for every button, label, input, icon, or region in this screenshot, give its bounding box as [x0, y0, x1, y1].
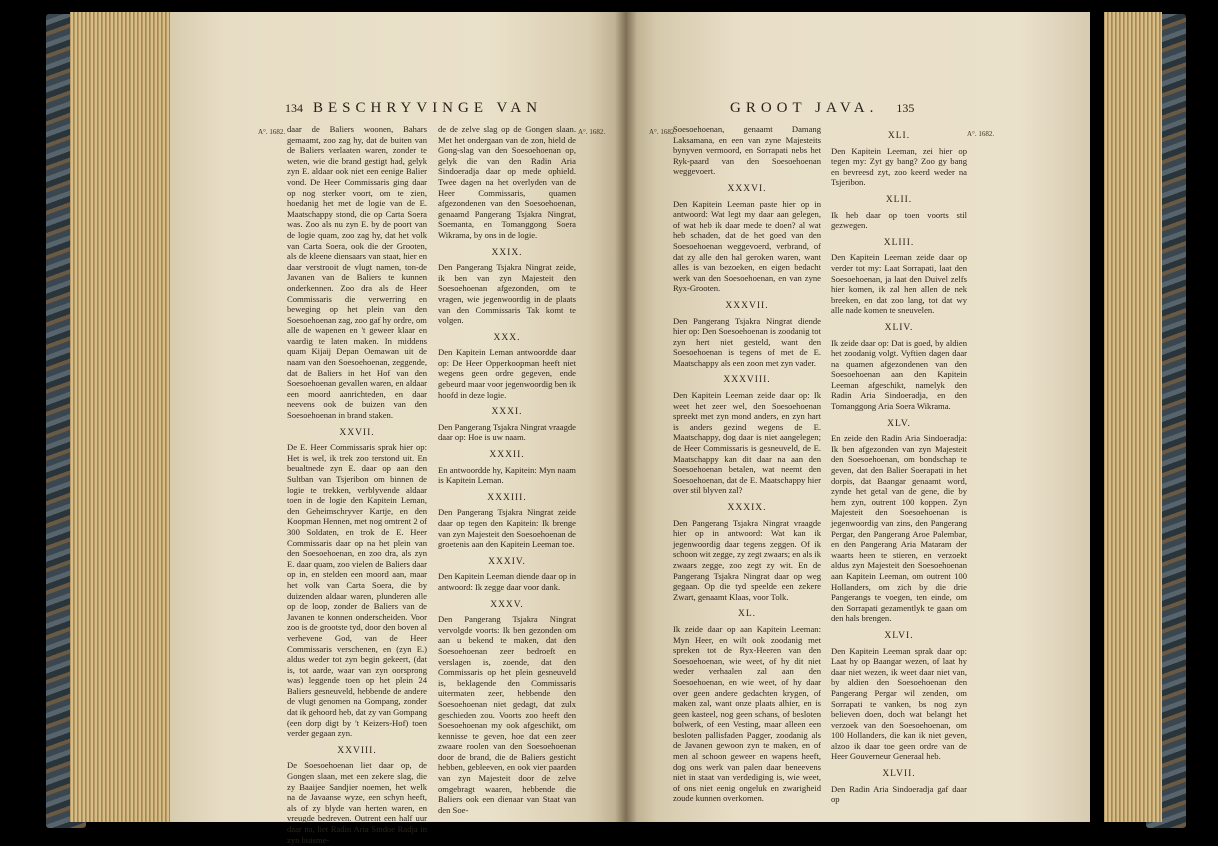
section-number: XXXI. [491, 407, 523, 418]
section-number: XXXIX. [727, 503, 767, 513]
paragraph: Den Kapitein Leeman diende daar op in antwoord: Ik zegge daar voor dank. [438, 571, 576, 592]
section-number: XL. [737, 609, 757, 620]
left-margin-year-right: A°. 1682. [578, 128, 606, 136]
paragraph: Den Radin Aria Sindoeradja gaf daar op [831, 783, 967, 805]
section-number: XXXII. [489, 450, 525, 461]
section-number: XXXVI. [727, 183, 767, 194]
page-edges-right [1104, 12, 1162, 822]
paragraph: Den Pangerang Tsjakra Ningrat zeide, ik ben van zyn Majesteit den Soesoehoenan afgezonden, om te vragen, wie jegenwoordig in de plaats van den Commissaris Tak komt te volgen. [438, 262, 576, 326]
left-page-header [285, 100, 542, 117]
right-margin-year: A°. 1682. [967, 130, 995, 138]
right-page [625, 12, 1090, 822]
section-number: XLIV. [884, 322, 914, 333]
paragraph: Den Pangerang Tsjakra Ningrat vraagde daar op: Hoe is uw naam. [438, 421, 576, 443]
right-page-header [730, 100, 914, 117]
section-number: XLIII. [883, 237, 915, 248]
right-page-column-1 [673, 124, 821, 804]
paragraph: Soesoehoenan, genaamt Damang Laksamana, en een van zyne Majesteits bynyven vermoord, en Sorrapati nebs het Ryk-paard van den Soesoehoenan weggevoert. [673, 124, 821, 177]
section-number: XXXIII. [487, 492, 527, 503]
section-number: XXVIII. [337, 745, 377, 756]
paragraph: Den Kapitein Leeman sprak daar op: Laat hy op Baangar wezen, of laat hy daar niet wezen, ik weet daar niet van, by aldien den Soesoehoenan den Pangerang Pergar wil zenden, om Sorrapati te vanken, bs nog zyn believen doen, doch wat belangt het verzoek van den Soesoehoenan, om 100 Hollanders, die kan ik niet geven, alzoo ik daar toe geen ordre van de Heer Gouverneur Generaal heb. [831, 645, 967, 762]
section-number: XLVI. [884, 630, 914, 641]
section-number: XXX. [493, 332, 521, 343]
paragraph: De Soesoehoenan liet daar op, de Gongen slaan, met een zekere slag, die zy Baaijee Sandjier noemen, het welk na de Javaanse wyze, een schyn heeft, als of zy blyde van herten waren, en vreugde bedreven. Outrent een half uur daar na, liet Radin Aria Sindoe Radja in zyn buisme- [287, 760, 427, 845]
section-number: XLV. [887, 418, 911, 429]
right-page-column-2 [831, 124, 967, 805]
left-page-column-2 [438, 124, 576, 815]
section-number: XXXVIII. [723, 375, 771, 386]
page-edges-left [70, 12, 175, 822]
paragraph: daar de Baliers woonen, Bahars gemaamt, zoo zag hy, dat de buiten van de Baliers verlaaten waren, zonder te weten, wie die brand gestigt had, gelyk zyn E. aldaar ook niet een eenige Balier vond. De Heer Commissaris ging daar op nog sterker voort, om te zien, hoedanig het met de logie van de E. Maatschappy stond, die op Carta Soera was. Zoo als nu zyn E. by de poort van de logie quam, zoo zag hy, dat het volk van Carta Soera, ook die der Grooten, als de kleene diensaars van staat, hier en daar verstrooit de vlugt namen, ton-de Javanen van de Baliers te kunnen onderkennen. Zoo dra als de Heer Commissaris die verwerring en beweging op het plein van den Soesoehoenan zag, zoo gaf hy ordre, om alle de wapenen en 't geweer klaar en vaardig te laten maken. In middens quam Kijaij Depan Oemawan uit de naam van den Soesoehoenan, zeggende, dat de Baliers in het Hof van den Soesoehoenan gevallen waren, en aldaar een moord aanrichteden, en daar neevens ook de buizen van den Soesoehoenan in brand staken. [287, 124, 427, 421]
right-margin-year-left: A°. 1682. [649, 128, 677, 136]
paragraph: Ik zeide daar op: Dat is goed, by aldien het zoodanig volgt. Vyftien dagen daar na quamen afgezondenen van den Soesoehoenan aan den Kapitein Leeman afgeschikt, namelyk den Radin Aria Sindoeradja, en den Tomanggong Aria Soera Wikrama. [831, 337, 967, 412]
section-number: XLII. [885, 194, 913, 205]
left-running-head: BESCHRYVINGE VAN [313, 100, 543, 116]
left-page-number: 134 [285, 101, 303, 115]
open-book [40, 8, 1190, 845]
paragraph: Den Kapitein Leeman paste hier op in antwoord: Wat legt my daar aan gelegen, of wat heb ik daar mede te doen? al wat heb schaden, dat de het goed van den Soesoehoenan weggevoerd, verbrand, of dat zy alle den hal geroken waren, want alles is van bezoeken, en eigen bedacht werk van den Soesoehoenan, en van zyne Ryx-Grooten. [673, 198, 821, 294]
paragraph: En zeide den Radin Aria Sindoeradja: Ik ben afgezonden van zyn Majesteit den Soesoehoenan, om bondschap te geven, dat den Balier Soerapati in het dorpis, dat Baangar genaamt word, zynde het getal van de gene, die by hem zyn, outrent 100 koppen. Zyn Majesteit den Soesoehoenan is jegenwoordig van zins, den Pangerang Pergar, den Pangerang Aroe Palembar, en den Pangerang Aria Mataram der waarts heen te stieren, en verzoekt aldus zyn Majesteit den Soesoehoenan aan Kapitein Leeman, om outrent 100 Hollanders, om zich by die drie Pangerangs te voegen, ten einde, om den Sorrapati gezamentlyk te gaan om den hals brengen. [831, 433, 967, 624]
section-number: XXVII. [339, 427, 375, 438]
right-running-head: GROOT JAVA. [730, 100, 879, 116]
left-page-column-1 [287, 124, 427, 845]
section-number: XXXIV. [488, 556, 526, 567]
book-gutter [615, 12, 637, 822]
paragraph: Den Pangerang Tsjakra Ningrat vraagde hier op in antwoord: Wat kan ik jegenwoordig daar tegens zeggen. Of ik schoon wit zegge, zy zegt zwaars; en als ik zwaars zegge, zoo zegt zy wit. En de Pangerang Tsjakra Ningrat daar op weg gegaan. Op die tyd speelde een zekere Zwart, genaamt Klaas, voor Tolk. [673, 517, 821, 602]
right-page-number: 135 [896, 101, 915, 115]
left-page [170, 12, 625, 845]
paragraph: Den Pangerang Tsjakra Ningrat diende hier op: Den Soesoehoenan is zoodanig tot zyn hert niet gesteld, want den Soesoehoenan is tegens of met de E. Maatschappy als een zoon met zyn vader. [673, 315, 821, 368]
paragraph: En antwoordde hy, Kapitein: Myn naam is Kapitein Leman. [438, 464, 576, 486]
paragraph: Den Kapitein Leeman, zei hier op tegen my: Zyt gy bang? Zoo gy bang en bevreesd zyt, zoo keerd weder na Tsjeribon. [831, 145, 967, 188]
paragraph: Den Kapitein Leeman zeide daar op verder tot my: Laat Sorrapati, laat den Soesoehoenan, ja laat den Duivel zelfs hier komen, ik zal hen allen de nek breeken, en dat zoo lang, tot dat wy alle nade komen te sneuvelen. [831, 252, 967, 316]
section-number: XXXV. [490, 599, 524, 610]
section-number: XLVII. [882, 769, 916, 780]
paragraph: de de zelve slag op de Gongen slaan. Met het ondergaan van de zon, hield de Gong-slag van den Soesoehoenan op, gelyk die van den Radin Aria Sindoeradja daar op mede ophield. Twee dagen na het overlyden van de Heer Commissaris, quamen afgezondenen van den Soesoehoenan, genaamd Pangerang Tsjakra Ningrat, Soemanta, en Tomanggong Soera Wikrama, by ons in de logie. [438, 124, 576, 240]
left-margin-year: A°. 1682. [258, 128, 286, 136]
section-number: XLI. [887, 131, 911, 141]
paragraph: Den Pangerang Tsjakra Ningrat zeide daar op tegen den Kapitein: Ik brenge van zyn Majesteit den Soesoehoenan de groetenis aan den Kapitein Leeman toe. [438, 507, 576, 550]
section-number: XXXVII. [725, 300, 769, 311]
paragraph: Den Pangerang Tsjakra Ningrat vervolgde voorts: Ik ben gezonden om aan u bekend te maken, dat den Soesoehoenan zeer bedroeft en verslagen is, zoende, dat den Commissaris op het plein gesneuveld is, beklagende den Commissaris uitermaten zeer, hebbende den Soesoehoenan niet gedagt, dat zulx geschieden zou. Voorts zoo heeft den Soesoehoenan my ook afgeschikt, om kennisse te geven, hoe dat een zeer zwaare roolen van den Soesoehoenan door de brand, die de Baliers gesticht hebben, gebleeven, en ook vier paarden van zyn Majesteit door de zelve omgebragt waaren, hebbende die Baliers ook een dienaar van Staat van den Soe- [438, 614, 576, 815]
paragraph: Den Kapitein Leman antwoordde daar op: De Heer Opperkoopman heeft niet wegens geen ordre gegeven, ende gebeurd maar voor jegenwoordig ben ik hoofd in deze logie. [438, 347, 576, 400]
paragraph: Ik heb daar op toen voorts stil gezwegen. [831, 209, 967, 231]
paragraph: Ik zeide daar op aan Kapitein Leeman: Myn Heer, en wilt ook zoodanig met spreken tot de Ryx-Heeren van den Soesoehoenan, wie weet, of hy dit niet weder verhaalen zal aan den Soesoehoenan, en wie weet, of hy daar over geen andere gedachten krygen, of maken zal, want onze plaats alhier, en is geen kasteel, nog geen schans, of besloten bolwerk, of een Vesting, maar alleen een besloten pallisfaden Pagger, zoodanig als de Javanen gewoon zyn te maken, en of men al schoon geweer en wapens heeft, dog ons werk van palen daar beneevens niet in staat van verdediging is, wie weet, of ons niet eenig ongeluk en zwarigheid zoude kunnen overkomen. [673, 623, 821, 804]
paragraph: De E. Heer Commissaris sprak hier op: Het is wel, ik trek zoo terstond uit. En beualtnede zyn E. daar op aan den Sultban van Tsjeribon om binnen de logie te trekken, verblyvende aldaar toen in de logie den Kapitein Leman, den Geheimschryver Kartje, en den Koopman Hennen, met nog omtrent 2 of 300 Soldaten, en trok de E. Heer Commissaris daar op na het plein van den Soesoehoenan, en zoo dra, als zyn E. daar quam, zoo vielen de Baliers daar op in, en stelden een moord aan, maar het volk van Carta Soera, die by duizenden aldaar waren, plunderen alle op de loop, zonder de Baliers van de Javanen te konnen onderscheiden. Voor zoo is de grootste tyd, door den boven al verhevene God, van de Heer Commissaris verschenen, en (zyn E.) aldus weder tot zyn begin gekeert, (dat is, tot aarde, waar van zyn oorsprong was) leggende toen op het plein 24 Baliers gesneuveld, hebbende de andere de vlugt genomen na Gompang, zonder dat ik gehoord heb, dat zy van Gompang (een dorp digt by 't Keizers-Hof) toen verder gegaan zyn. [287, 442, 427, 739]
section-number: XXIX. [491, 247, 523, 258]
paragraph: Den Kapitein Leeman zeide daar op: Ik weet het zeer wel, den Soesoehoenan spreekt met zyn mond anders, en zyn hart is anders gezind wegens de E. Maatschappy, dog daar is niet aangelegen; de Heer Commissaris is gesneuveld, de E. Maatschappy kan dit daar na aan den Soesoehoenan betalen, wat neemt den Soesoehoenan, dat de E. Maatschappy hier over stil blyven zal? [673, 390, 821, 496]
